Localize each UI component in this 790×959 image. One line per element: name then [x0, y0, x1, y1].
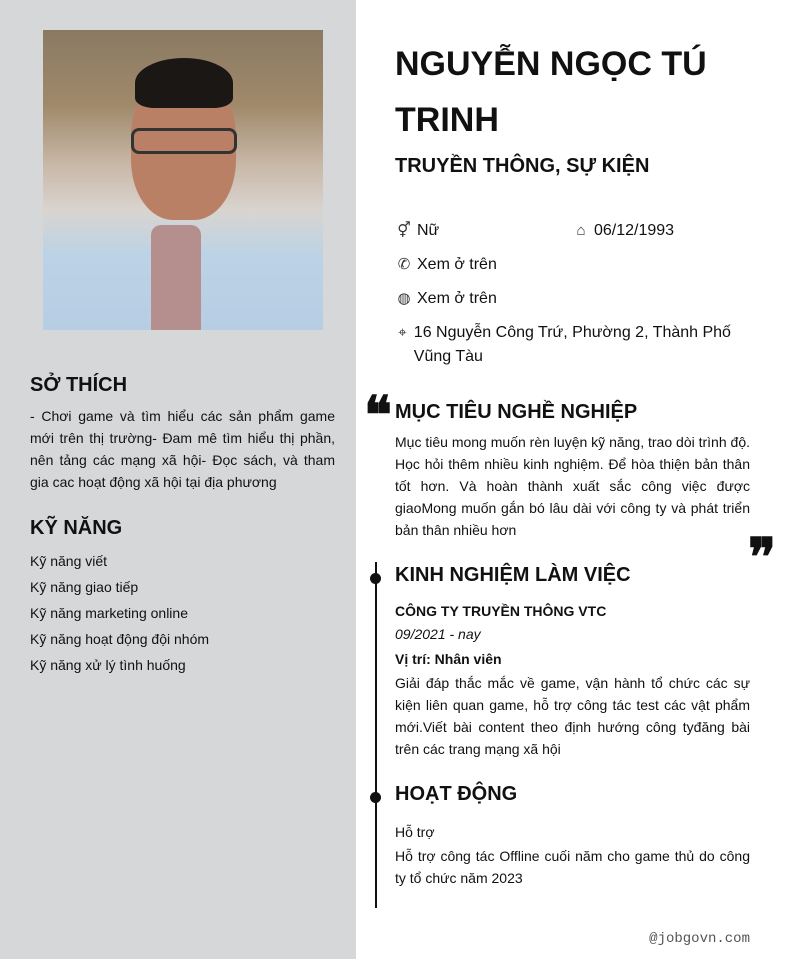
experience-heading: KINH NGHIỆM LÀM VIỆC	[395, 564, 631, 586]
skill-item: Kỹ năng xử lý tình huống	[30, 657, 186, 673]
close-quote-icon: ❞	[748, 527, 776, 588]
timeline-dot	[370, 792, 381, 803]
cake-icon: ⌂	[576, 222, 586, 239]
activities-heading: HOẠT ĐỘNG	[395, 783, 518, 805]
experience-text: Giải đáp thắc mắc về game, vận hành tổ chức các sự kiện liên quan game, hỗ trợ công tác test các vật phẩm mới.Viết bài content theo định hướng công tyđăng bài trên các trang mạng xã hội	[395, 675, 750, 757]
objective-heading: MỤC TIÊU NGHỀ NGHIỆP	[395, 401, 638, 423]
open-quote-icon: ❝	[364, 385, 392, 446]
skills-heading: KỸ NĂNG	[30, 517, 123, 539]
experience-period: 09/2021 - nay	[395, 626, 481, 642]
birthday-info: ⌂ 06/12/1993	[572, 219, 674, 243]
activity-text: Hỗ trợ công tác Offline cuối năm cho game thủ do công ty tổ chức năm 2023	[395, 848, 750, 886]
skill-item: Kỹ năng hoạt động đội nhóm	[30, 631, 210, 647]
skill-item: Kỹ năng viết	[30, 553, 108, 569]
globe-icon: ◍	[397, 290, 411, 307]
location-pin-icon: ⌖	[398, 324, 407, 341]
gender-info: ⚥ Nữ	[395, 219, 439, 243]
profile-photo	[43, 30, 323, 330]
footer-watermark: @jobgovn.com	[649, 931, 750, 947]
activity-role: Hỗ trợ	[395, 824, 435, 840]
hobbies-heading: SỞ THÍCH	[30, 374, 128, 396]
website-info: ◍ Xem ở trên	[395, 287, 497, 311]
company-name: CÔNG TY TRUYỀN THÔNG VTC	[395, 603, 607, 619]
phone-icon: ✆	[397, 256, 411, 273]
full-name: NGUYỄN NGỌC TÚ TRINH	[395, 45, 707, 139]
timeline-dot	[370, 573, 381, 584]
job-title: TRUYỀN THÔNG, SỰ KIỆN	[395, 155, 650, 177]
hobbies-text: - Chơi game và tìm hiểu các sản phẩm game mới trên thị trường- Đam mê tìm hiểu thị phần, nên tảng các mạng xã hội- Đọc sách, và tham gia cac hoạt động xã hội tại địa phương	[30, 408, 335, 490]
gender-icon: ⚥	[397, 222, 411, 239]
skill-item: Kỹ năng giao tiếp	[30, 579, 139, 595]
objective-text: Mục tiêu mong muốn rèn luyện kỹ năng, trao dòi trình độ. Học hỏi thêm nhiều kinh nghiệm. Để hòa thiện bản thân tốt hơn. Và hoàn thành xuất sắc công việc được giaoMong muốn gắn bó lâu dài với công ty và phát triển bản thân nhiều hơn	[395, 434, 750, 538]
timeline-line	[375, 562, 377, 908]
skill-item: Kỹ năng marketing online	[30, 605, 188, 621]
experience-position: Vị trí: Nhân viên	[395, 651, 502, 667]
address-info: ⌖ 16 Nguyễn Công Trứ, Phường 2, Thành Phố Vũng Tàu	[395, 321, 735, 369]
phone-info: ✆ Xem ở trên	[395, 253, 497, 277]
